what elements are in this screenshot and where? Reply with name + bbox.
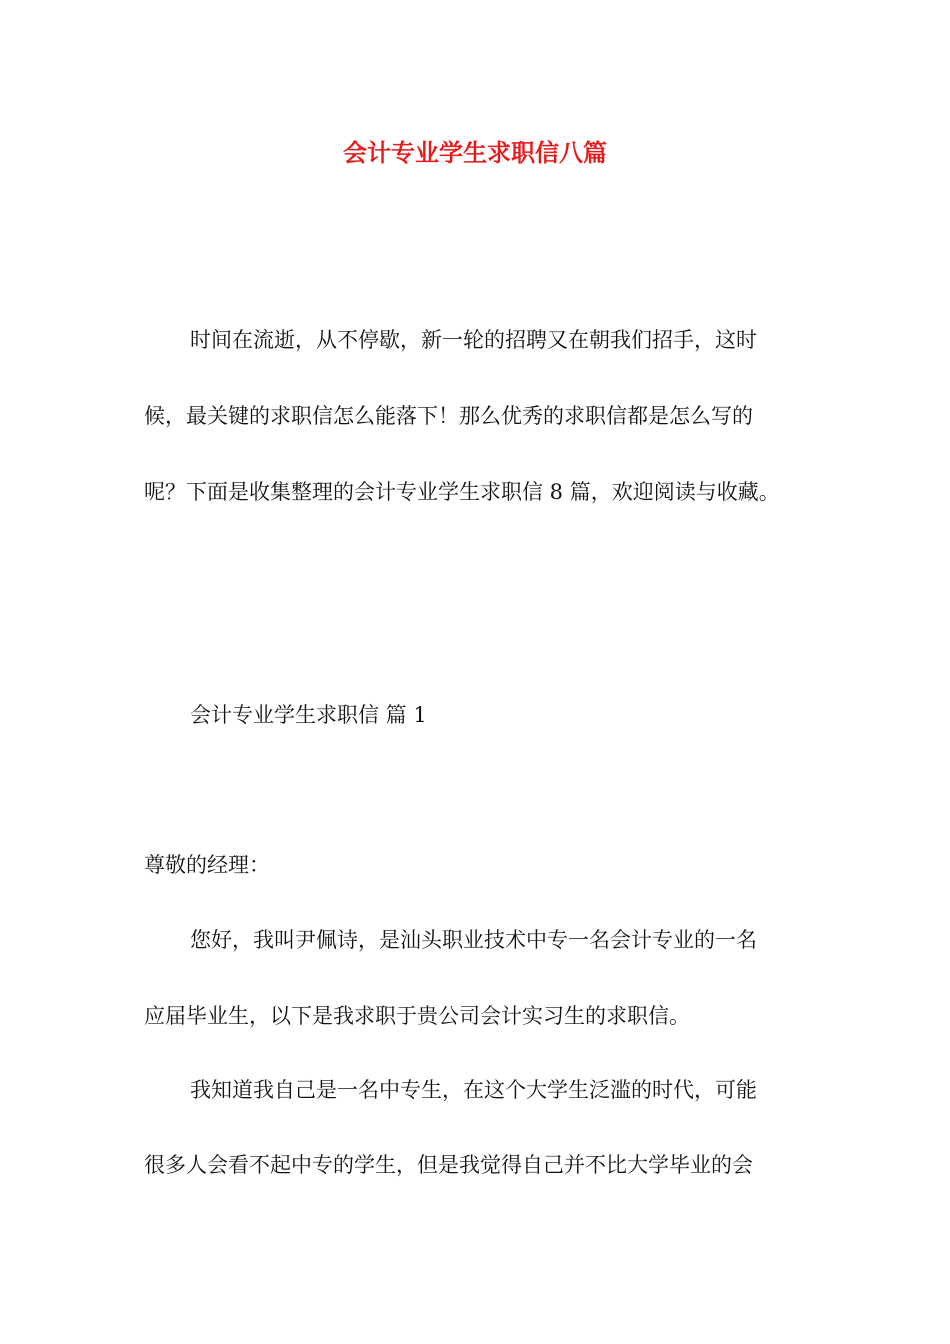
intro-line-1: 时间在流逝，从不停歇，新一轮的招聘又在朝我们招手，这时 (190, 328, 757, 352)
letter-paragraph-1-line-1: 您好，我叫尹佩诗，是汕头职业技术中专一名会计专业的一名 (190, 928, 757, 952)
letter-paragraph-2-line-1: 我知道我自己是一名中专生，在这个大学生泛滥的时代，可能 (190, 1078, 757, 1102)
intro-line-3: 呢？下面是收集整理的会计专业学生求职信 8 篇，欢迎阅读与收藏。 (144, 480, 780, 504)
letter-paragraph-2-line-2: 很多人会看不起中专的学生，但是我觉得自己并不比大学毕业的会 (144, 1153, 753, 1177)
intro-line-2: 候，最关键的求职信怎么能落下！那么优秀的求职信都是怎么写的 (144, 404, 753, 428)
section-heading: 会计专业学生求职信 篇 1 (190, 703, 427, 727)
letter-paragraph-1-line-2: 应届毕业生，以下是我求职于贵公司会计实习生的求职信。 (144, 1004, 690, 1028)
letter-salutation: 尊敬的经理： (144, 853, 270, 877)
document-title: 会计专业学生求职信八篇 (343, 138, 607, 167)
